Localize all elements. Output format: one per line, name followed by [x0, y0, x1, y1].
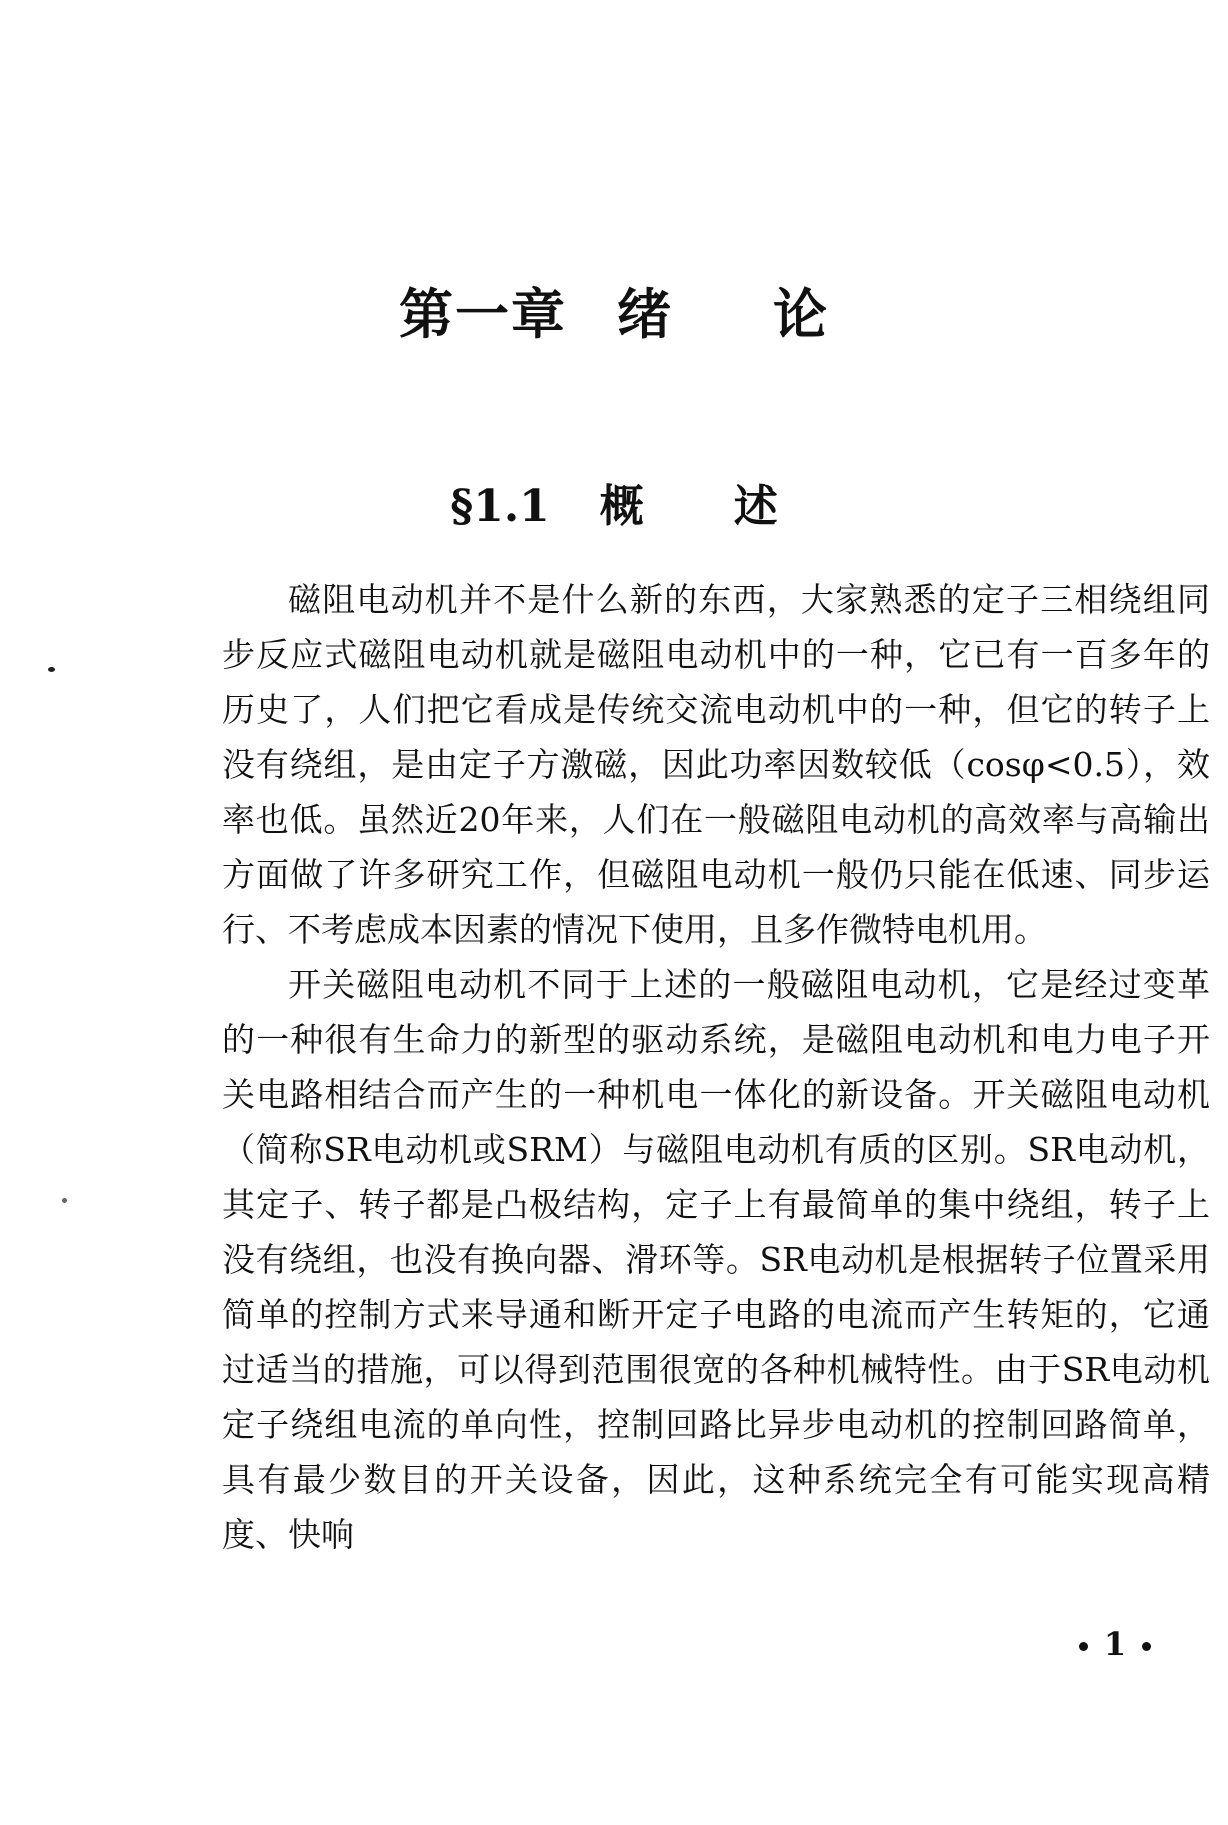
page-number — [1040, 1625, 1190, 1663]
page-number-right-dot — [1142, 1642, 1151, 1651]
chapter-title — [0, 272, 1228, 349]
section-title-char-2: 述 — [733, 481, 778, 532]
chapter-title-char-1: 绪 — [617, 283, 673, 346]
chapter-number-label: 第一章 — [399, 283, 567, 346]
paragraph-2: 开关磁阻电动机不同于上述的一般磁阻电动机，它是经过变革的一种很有生命力的新型的驱动系统，是磁阻电动机和电力电子开关电路相结合而产生的一种机电一体化的新设备。开关磁阻电动机（简称SR电动机或SRM）与磁阻电动机有质的区别。SR电动机，其定子、转子都是凸极结构，定子上有最简单的集中绕组，转子上没有绕组，也没有换向器、滑环等。SR电动机是根据转子位置采用简单的控制方式来导通和断开定子电路的电流而产生转矩的，它通过适当的措施，可以得到范围很宽的各种机械特性。由于SR电动机定子绕组电流的单向性，控制回路比异步电动机的控制回路简单，具有最少数目的开关设备，因此，这种系统完全有可能实现高精度、快响 — [222, 965, 1210, 1554]
paragraph-1: 磁阻电动机并不是什么新的东西，大家熟悉的定子三相绕组同步反应式磁阻电动机就是磁阻电动机中的一种，它已有一百多年的历史了，人们把它看成是传统交流电动机中的一种，但它的转子上没有绕组，是由定子方激磁，因此功率因数较低（cosφ<0.5），效率也低。虽然近20年来，人们在一般磁阻电动机的高效率与高输出方面做了许多研究工作，但磁阻电动机一般仍只能在低速、同步运行、不考虑成本因素的情况下使用，且多作微特电机用。 — [222, 580, 1210, 949]
scan-speck — [48, 667, 55, 672]
section-number: §1.1 — [450, 481, 550, 532]
body-text — [222, 572, 1210, 1562]
section-title-char-1: 概 — [599, 481, 644, 532]
page-number-value: 1 — [1103, 1625, 1127, 1663]
page-number-left-dot — [1079, 1642, 1088, 1651]
scan-speck — [62, 1198, 67, 1203]
chapter-title-char-2: 论 — [773, 283, 829, 346]
section-title — [0, 470, 1228, 534]
